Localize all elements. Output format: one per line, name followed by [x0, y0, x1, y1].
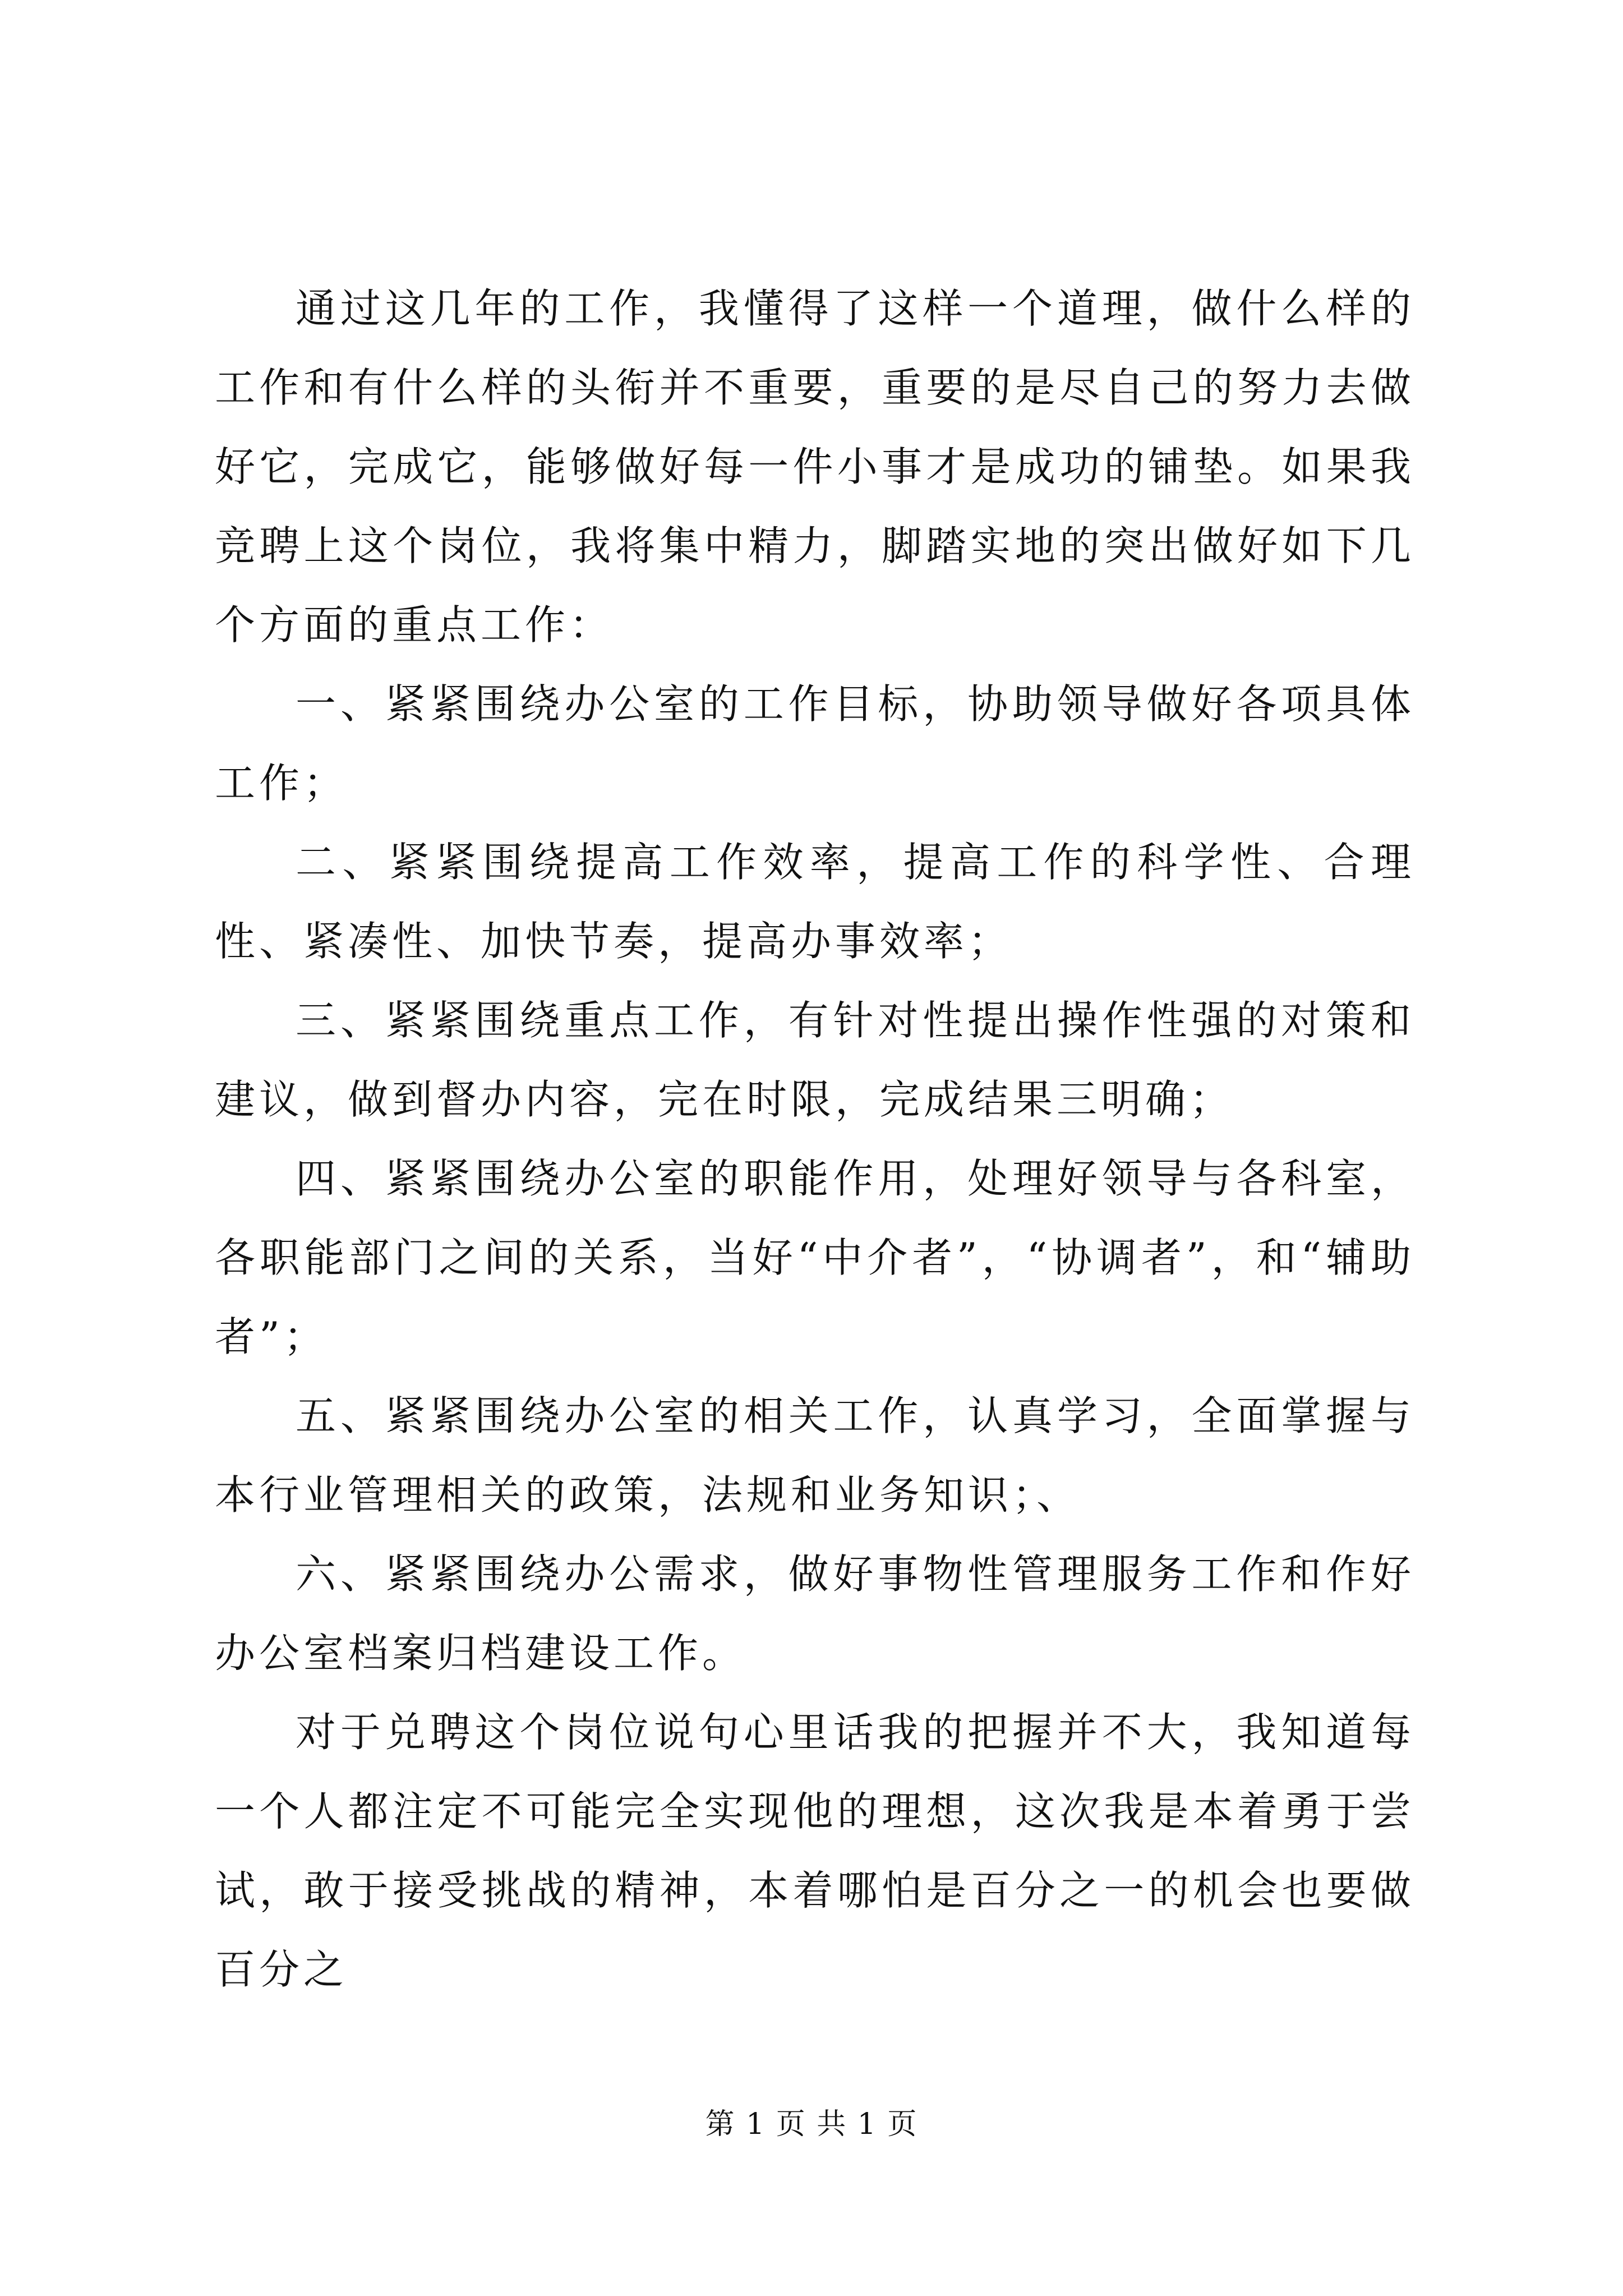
- paragraph-intro: 通过这几年的工作，我懂得了这样一个道理，做什么样的工作和有什么样的头衔并不重要，重要的是尽自己的努力去做好它，完成它，能够做好每一件小事才是成功的铺垫。如果我竞聘上这个岗位，我将集中精力，脚踏实地的突出做好如下几个方面的重点工作：: [215, 285, 1415, 648]
- paragraph-item-5: 五、紧紧围绕办公室的相关工作，认真学习，全面掌握与本行业管理相关的政策，法规和业务知识；、: [215, 1392, 1415, 1519]
- page-footer: 第 1 页 共 1 页: [705, 2108, 918, 2141]
- paragraph-item-3: 三、紧紧围绕重点工作，有针对性提出操作性强的对策和建议，做到督办内容，完在时限，完成结果三明确；: [215, 997, 1415, 1123]
- document-body: [215, 269, 1415, 2009]
- paragraph-item-4: 四、紧紧围绕办公室的职能作用，处理好领导与各科室，各职能部门之间的关系，当好“中介者”，“协调者”，和“辅助者”；: [215, 1155, 1415, 1360]
- paragraph-item-2: 二、紧紧围绕提高工作效率，提高工作的科学性、合理性、紧凑性、加快节奏，提高办事效率；: [215, 839, 1415, 965]
- paragraph-item-6: 六、紧紧围绕办公需求，做好事物性管理服务工作和作好办公室档案归档建设工作。: [215, 1550, 1415, 1677]
- paragraph-closing: 对于兑聘这个岗位说句心里话我的把握并不大，我知道每一个人都注定不可能完全实现他的理想，这次我是本着勇于尝试，敢于接受挑战的精神，本着哪怕是百分之一的机会也要做百分之: [215, 1709, 1415, 1993]
- paragraph-item-1: 一、紧紧围绕办公室的工作目标，协助领导做好各项具体工作；: [215, 680, 1415, 807]
